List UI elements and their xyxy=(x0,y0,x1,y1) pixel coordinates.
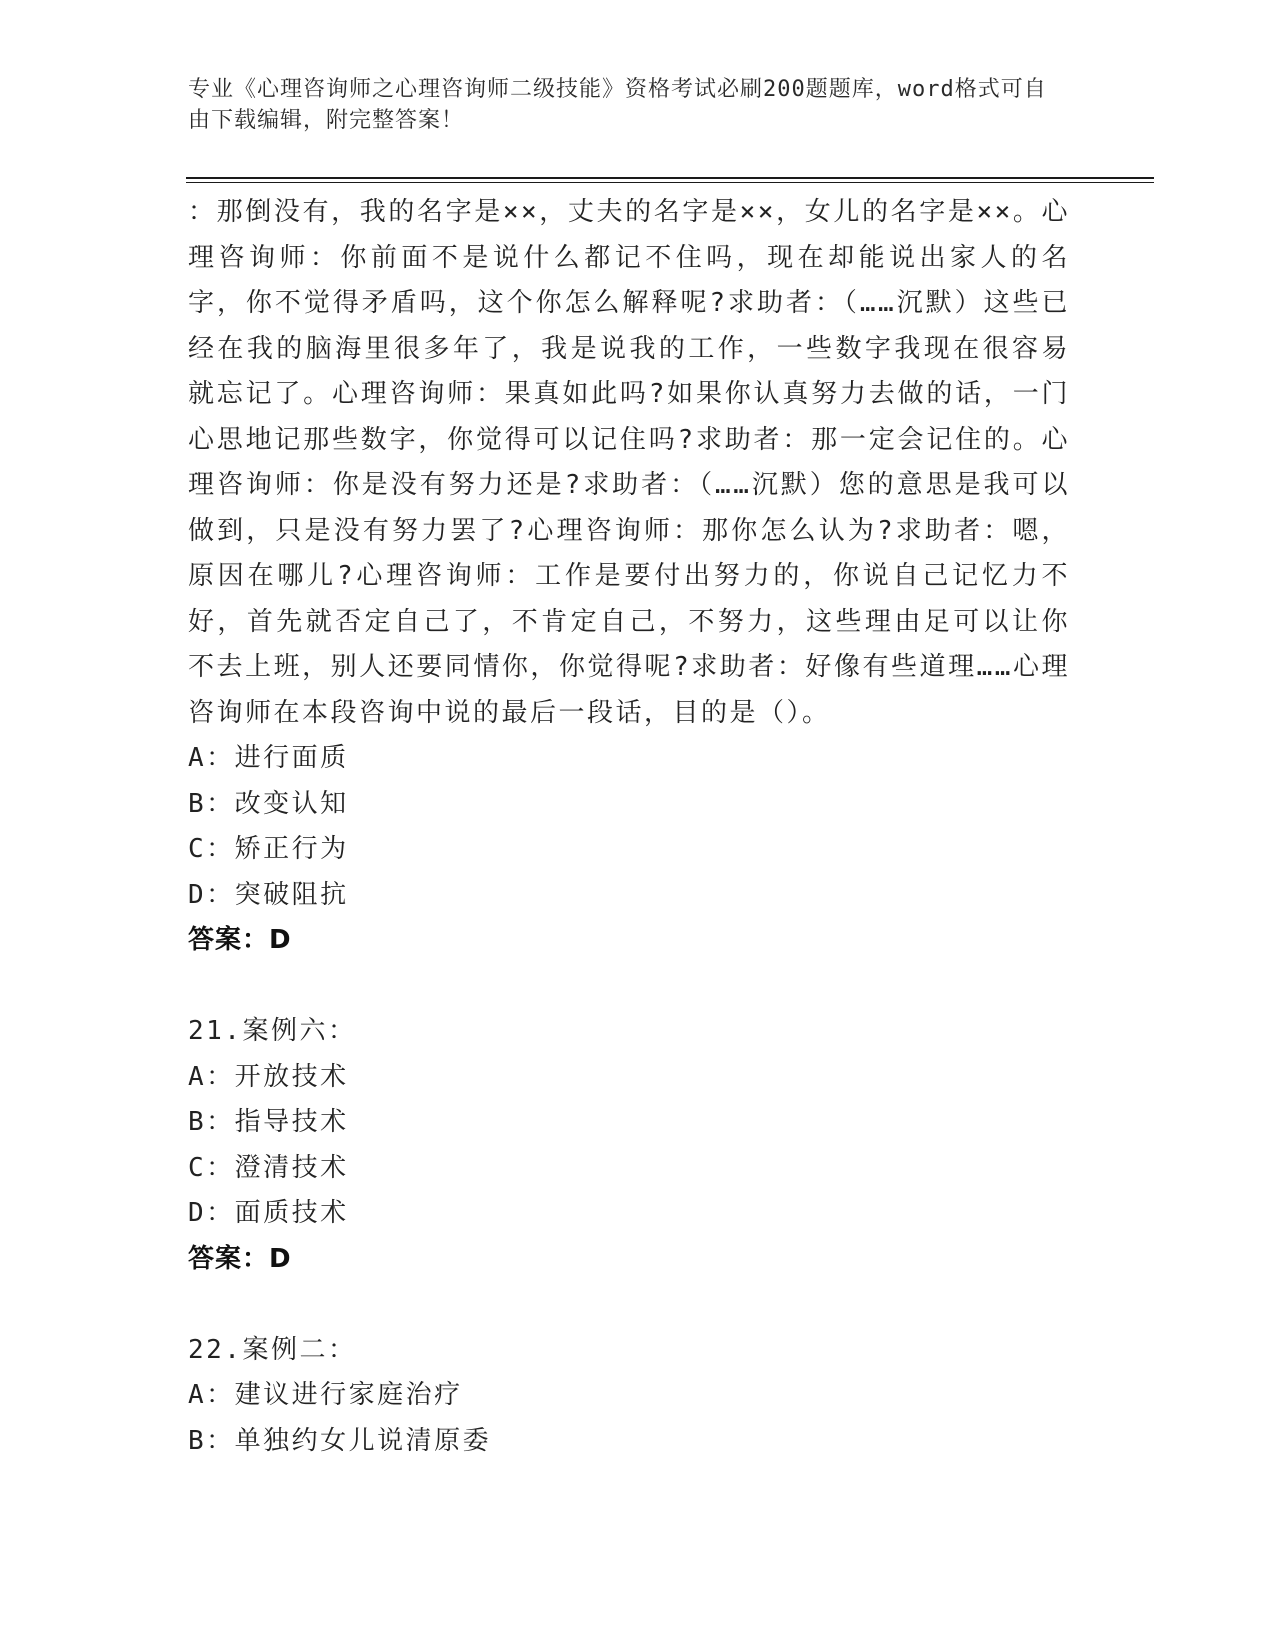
option-a: A：进行面质 xyxy=(188,743,349,773)
option-a: A：建议进行家庭治疗 xyxy=(188,1380,463,1410)
option-c: C：澄清技术 xyxy=(188,1152,349,1183)
option-a: A：开放技术 xyxy=(188,1061,349,1092)
question-20 xyxy=(188,190,1070,964)
header-rule-thin xyxy=(186,182,1154,183)
question-stem: 22.案例二： xyxy=(188,1334,357,1365)
answer-line: 答案：D xyxy=(188,1243,292,1274)
answer-line: 答案：D xyxy=(188,925,292,955)
question-stem: ：那倒没有，我的名字是××，丈夫的名字是××，女儿的名字是××。心理咨询师：你前面不是说什么都记不住吗，现在却能说出家人的名字，你不觉得矛盾吗，这个你怎么解释呢?求助者：（……沉默）这些已经在我的脑海里很多年了，我是说我的工作，一些数字我现在很容易就忘记了。心理咨询师：果真如此吗?如果你认真努力去做的话，一门心思地记那些数字，你觉得可以记住吗?求助者：那一定会记住的。心理咨询师：你是没有努力还是?求助者：（……沉默）您的意思是我可以做到，只是没有努力罢了?心理咨询师：那你怎么认为?求助者：嗯，原因在哪儿?心理咨询师：工作是要付出努力的，你说自己记忆力不好，首先就否定自己了，不肯定自己，不努力，这些理由足可以让你不去上班，别人还要同情你，你觉得呢?求助者：好像有些道理……心理咨询师在本段咨询中说的最后一段话，目的是（）。 xyxy=(188,197,1070,728)
question-stem: 21.案例六： xyxy=(188,1016,357,1046)
option-b: B：指导技术 xyxy=(188,1107,349,1137)
document-header: 专业《心理咨询师之心理咨询师二级技能》资格考试必刷200题题库，word格式可自由下载编辑，附完整答案！ xyxy=(188,77,1047,133)
option-d: D：面质技术 xyxy=(188,1198,349,1228)
option-c: C：矫正行为 xyxy=(188,834,349,864)
spacer xyxy=(188,1282,1070,1328)
option-d: D：突破阻抗 xyxy=(188,879,349,910)
spacer xyxy=(188,964,1070,1010)
option-b: B：改变认知 xyxy=(188,788,349,819)
document-body xyxy=(188,190,1070,1464)
option-b: B：单独约女儿说清原委 xyxy=(188,1425,492,1456)
question-22 xyxy=(188,1328,1070,1465)
header-rule-thick xyxy=(186,177,1154,179)
question-21 xyxy=(188,1009,1070,1282)
